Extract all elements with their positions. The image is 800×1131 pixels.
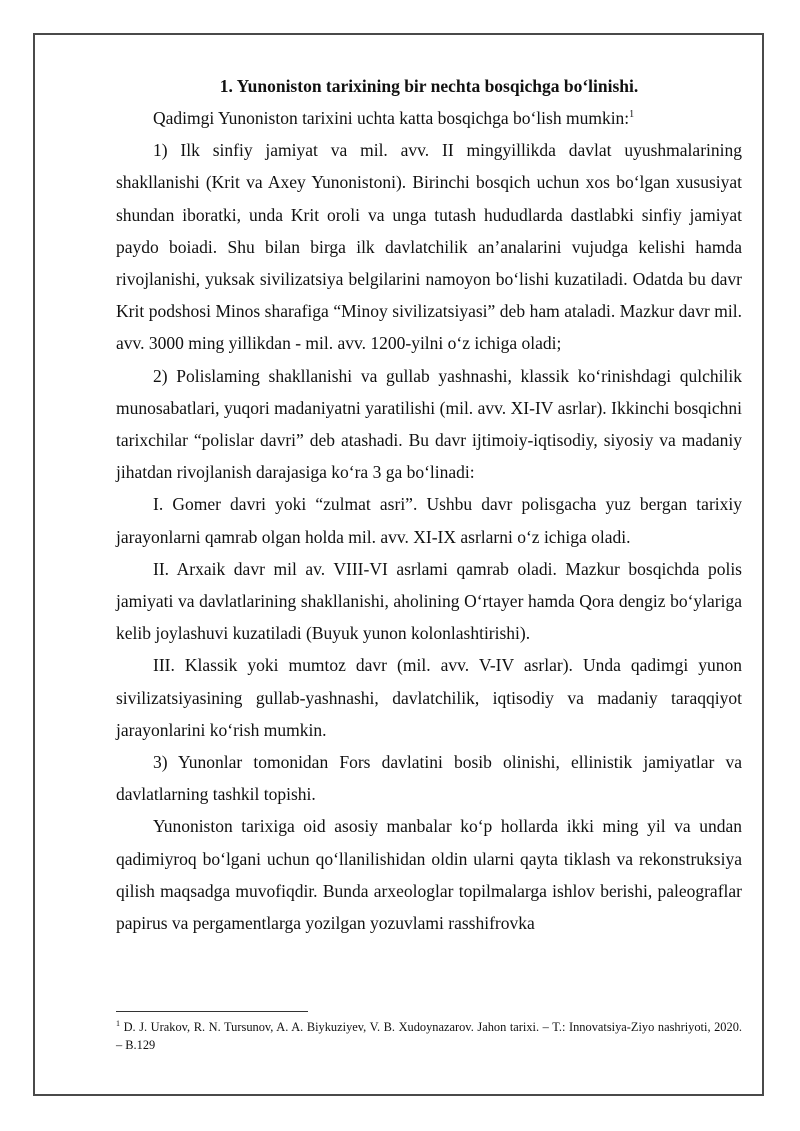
intro-paragraph — [116, 102, 742, 134]
paragraph-archaic-period: II. Arxaik davr mil av. VIII-VI asrlami qamrab oladi. Mazkur bosqichda polis jamiyati va davlatlarining shakllanishi, aholining O‘rtayer hamda Qora dengiz bo‘ylariga kelib joylashuvi kuzatiladi (Buyuk yunon kolonlashtirishi). — [116, 558, 742, 644]
section-heading: 1. Yunoniston tarixining bir nechta bosqichga bo‘linishi. — [219, 76, 639, 96]
paragraph-stage-2: 2) Polislaming shakllanishi va gullab yashnashi, klassik ko‘rinishdagi qulchilik munosabatlari, yuqori madaniyatni yaratilishi (mil. avv. XI-IV asrlar). Ikkinchi bosqichni tarixchilar “polislar davri” deb atashadi. Bu davr ijtimoiy-iqtisodiy, siyosiy va madaniy jihatdan rivojlanish darajasiga ko‘ra 3 ga bo‘linadi: — [116, 365, 742, 483]
footnote-mark: 1 — [116, 1018, 120, 1028]
paragraph-classical-period: III. Klassik yoki mumtoz davr (mil. avv. V-IV asrlar). Unda qadimgi yunon sivilizatsiyasining gullab-yashnashi, davlatchilik, iqtisodiy va madaniy taraqqiyot jarayonlarini ko‘rish mumkin. — [116, 655, 742, 740]
paragraph-homer-period: I. Gomer davri yoki “zulmat asri”. Ushbu davr polisgacha yuz bergan tarixiy jarayonlarni qamrab olgan holda mil. avv. XI-IX asrlarni o‘z ichiga oladi. — [116, 494, 742, 547]
footnote-reference[interactable]: 1 — [629, 109, 635, 121]
footnote-text: D. J. Urakov, R. N. Tursunov, A. A. Biykuziyev, V. B. Xudoynazarov. Jahon tarixi. – T.: Innovatsiya-Ziyo nashriyoti, 2020. – B.129 — [116, 1020, 742, 1052]
document-body — [116, 70, 742, 939]
footnote — [116, 1018, 742, 1054]
intro-text: Qadimgi Yunoniston tarixini uchta katta bosqichga bo‘lish mumkin: — [153, 108, 630, 128]
paragraph-sources: Yunoniston tarixiga oid asosiy manbalar ko‘p hollarda ikki ming yil va undan qadimiyroq bo‘lgani uchun qo‘llanilishidan oldin ularni qayta tiklash va rekonstruksiya qilish maqsadga muvofiqdir. Bunda arxeologlar topilmalarga ishlov berishi, paleograflar papirus va pergamentlarga yozilgan yozuvlami rasshifrovka — [116, 816, 742, 934]
footnote-separator — [116, 1011, 308, 1012]
paragraph-stage-3: 3) Yunonlar tomonidan Fors davlatini bosib olinishi, ellinistik jamiyatlar va davlatlarning tashkil topishi. — [116, 752, 742, 805]
paragraph-stage-1: 1) Ilk sinfiy jamiyat va mil. avv. II mingyillikda davlat uyushmalarining shakllanishi (Krit va Axey Yunonistoni). Birinchi bosqich uchun xos bo‘lgan xususiyat shundan iboratki, unda Krit oroli va unga tutash hududlarda dastlabki sinfiy jamiyat paydo boiadi. Shu bilan birga ilk davlatchilik an’analarini vujudga kelishi hamda rivojlanishi, yuksak sivilizatsiya belgilarini namoyon bo‘lishi kuzatiladi. Odatda bu davr Krit podshosi Minos sharafiga “Minoy sivilizatsiyasi” deb ham ataladi. Mazkur davr mil. avv. 3000 ming yillikdan - mil. avv. 1200-yilni o‘z ichiga oladi; — [116, 140, 742, 354]
